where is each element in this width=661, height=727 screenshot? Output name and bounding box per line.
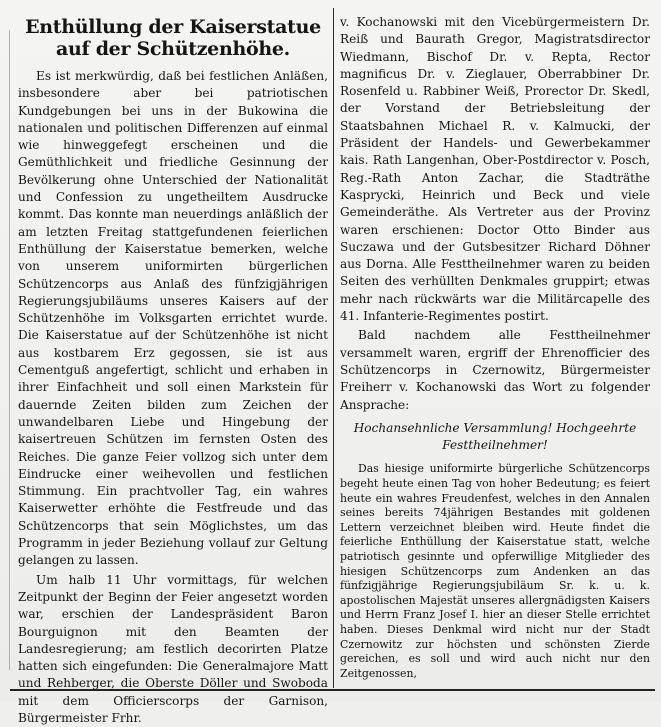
left-column	[18, 14, 328, 725]
right-paragraph-1: v. Kochanowski mit den Vicebürgermeistern Dr. Reiß und Baurath Gregor, Magistratsdirector Wiedmann, Bischof Dr. v. Repta, Rector magnificus Dr. v. Zieglauer, Oberrabbiner Dr. Rosenfeld u. Rabbiner Weiß, Prorector Dr. Skedl, der Vorstand der Betriebsleitung der Staatsbahnen Michael R. v. Kalmucki, der Präsident der Handels- und Gewerbekammer kais. Rath Langenhan, Ober-Postdirector v. Posch, Reg.-Rath Anton Zachar, die Stadträthe Kasprycki, Heinrich und Beck und viele Gemeinderäthe. Als Vertreter aus der Provinz waren erschienen: Doctor Otto Binder aus Suczawa und der Gutsbesitzer Richard Döhner aus Dorna. Alle Festtheilnehmer waren zu beiden Seiten des verhüllten Denkmales gruppirt; etwas mehr nach rückwärts war die Militärcapelle des 41. Infanterie-Regimentes postirt.	[340, 15, 650, 324]
left-paragraph-1: Es ist merkwürdig, daß bei festlichen Anläßen, insbesondere aber bei patriotischen Kundgebungen bei uns in der Bukowina die nationalen und politischen Differenzen auf einmal wie hinweggefegt erscheinen und die Gemüthlichkeit und friedliche Gesinnung der Bevölkerung ohne Unterschied der Nationalität und Confession zu ungetheiltem Ausdrucke kommt. Das konnte man neuerdings anläßlich der am letzten Freitag stattgefundenen feierlichen Enthüllung der Kaiserstatue bemerken, welche von unserem uniformirten bürgerlichen Schützencorps aus Anlaß des fünfzigjährigen Regierungsjubiläums unseres Kaisers auf der Schützenhöhe im Volksgarten errichtet wurde. Die Kaiserstatue auf der Schützenhöhe ist nicht aus kostbarem Erz gegossen, sie ist aus Cementguß angefertigt, schlicht und erhaben in ihrer Einfachheit und soll einen Markstein für dauernde Zeiten bilden zum Zeichen der unwandelbaren Liebe und Hingebung der kaisertreuen Schützen im fernsten Osten des Reiches. Die ganze Feier vollzog sich unter dem Eindrucke einer weihevollen und festlichen Stimmung. Ein prachtvoller Tag, ein wahres Kaiserwetter erhöhte die Festfreude und das Schützencorps that sein Möglichstes, um das Programm in jeder Beziehung vollauf zur Geltung gelangen zu lassen.	[18, 69, 328, 568]
right-paragraph-3: Das hiesige uniformirte bürgerliche Schützencorps begeht heute einen Tag von hoher Bedeutung; es feiert heute ein wahres Freudenfest, welches in den Annalen seines bereits 74jährigen Bestandes mit goldenen Lettern verzeichnet bleiben wird. Heute findet die feierliche Enthüllung der Kaiserstatue statt, welche patriotisch gesinnte und opferwillige Mitglieder des hiesigen Schützencorps zum Andenken an das fünfzigjährige Regierungsjubiläum Sr. k. u. k. apostolischen Majestät unseres allergnädigsten Kaisers und Herrn Franz Josef I. hier an dieser Stelle errichtet haben. Dieses Denkmal wird nicht nur der Stadt Czernowitz zur höchsten und schönsten Zierde gereichen, es soll und wird auch nicht nur den Zeitgenossen,	[340, 462, 650, 680]
right-column	[340, 14, 650, 683]
title-line-2: auf der Schützenhöhe.	[55, 38, 290, 60]
page-edge-line	[9, 30, 10, 670]
title-line-1: Enthüllung der Kaiserstatue	[25, 16, 321, 38]
speech-salutation: Hochansehnliche Versammlung! Hochgeehrte Festtheilnehmer!	[353, 420, 637, 453]
left-paragraph-2: Um halb 11 Uhr vormittags, für welchen Zeitpunkt der Beginn der Feier angesetzt worden war, erschien der Landespräsident Baron Bourguignon mit den Beamten der Landesregierung; am festlich decorirten Platze hatten sich eingefunden: Die Generalmajore Matt und Rehberger, die Oberste Döller und Swoboda mit dem Officierscorps der Garnison, Bürgermeister Frhr.	[18, 572, 328, 725]
column-divider	[333, 8, 334, 688]
right-paragraph-2: Bald nachdem alle Festtheilnehmer versammelt waren, ergriff der Ehrenofficier des Schützencorps in Czernowitz, Bürgermeister Freiherr v. Kochanowski das Wort zu folgender Ansprache:	[340, 328, 650, 412]
article-title	[18, 16, 328, 60]
